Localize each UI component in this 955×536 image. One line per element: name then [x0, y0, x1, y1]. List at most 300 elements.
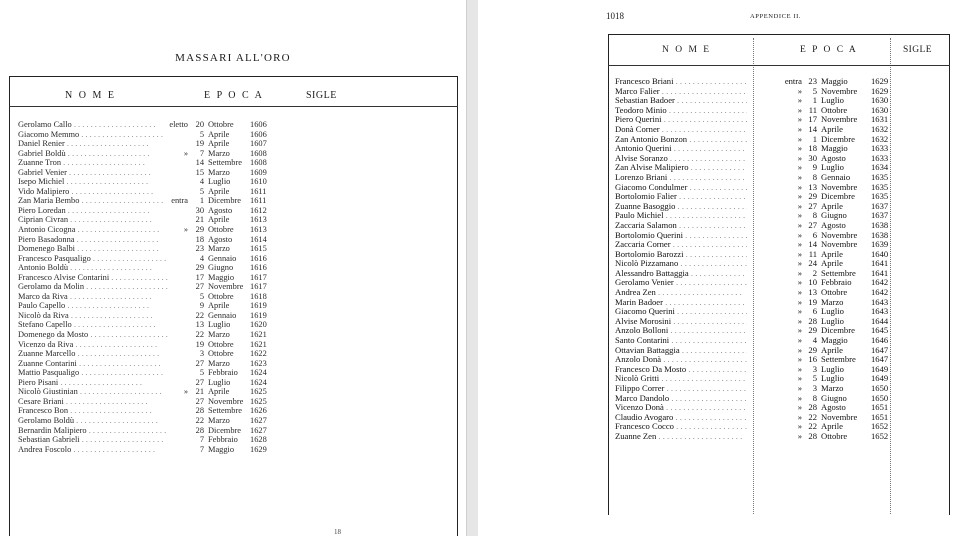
- row-year: 1652: [871, 421, 889, 432]
- row-day: 3: [812, 383, 817, 393]
- row-name: Andrea Foscolo . . .: [18, 445, 168, 455]
- row-prefix: »: [183, 387, 188, 397]
- row-day: 7: [199, 148, 204, 158]
- row-day: 21: [195, 215, 204, 225]
- row-month: Aprile: [208, 215, 230, 225]
- row-name: Sebastian Gabrieli . . .: [18, 435, 168, 445]
- row-name: Zuanne Zen . . .: [615, 432, 747, 442]
- table-row: [0, 130, 466, 140]
- row-month: Aprile: [821, 421, 843, 432]
- row-month: Gennaio: [208, 253, 237, 263]
- row-name: Marco Falier . . .: [615, 87, 747, 97]
- row-month: Maggio: [821, 76, 848, 86]
- row-year: 1629: [871, 76, 889, 86]
- page-number: 18: [334, 528, 341, 536]
- row-name: Isepo Michiel . . .: [18, 177, 168, 187]
- table-body: [0, 120, 466, 454]
- row-year: 1621: [250, 330, 267, 340]
- table-row: [0, 149, 466, 159]
- row-prefix: »: [797, 143, 802, 154]
- row-prefix: »: [797, 219, 802, 230]
- row-day: 30: [808, 152, 817, 163]
- row-day: 5: [812, 85, 817, 96]
- row-year: 1613: [250, 215, 267, 225]
- row-year: 1633: [871, 143, 889, 154]
- row-day: 6: [812, 229, 817, 240]
- row-month: Luglio: [821, 315, 844, 326]
- row-day: 2: [812, 267, 817, 278]
- row-month: Febbraio: [821, 277, 852, 288]
- row-day: 22: [808, 411, 817, 422]
- row-month: Giugno: [821, 392, 847, 403]
- row-prefix: »: [797, 181, 802, 192]
- row-day: 11: [808, 248, 817, 259]
- row-month: Luglio: [208, 320, 231, 330]
- row-name: Donà Corner . . .: [615, 125, 747, 135]
- row-day: 22: [195, 310, 204, 320]
- row-name: Domenego da Mosto . . .: [18, 330, 168, 340]
- row-name: Piero Querini . . .: [615, 115, 747, 125]
- row-year: 1634: [871, 162, 889, 173]
- table-row: [0, 359, 466, 369]
- row-month: Luglio: [821, 363, 844, 374]
- row-month: Settembre: [821, 267, 856, 278]
- row-month: Marzo: [208, 358, 230, 368]
- table-row: [0, 139, 466, 149]
- row-name: Santo Contarini . . .: [615, 336, 747, 346]
- row-day: 28: [808, 430, 817, 441]
- row-prefix: »: [797, 191, 802, 202]
- table-row: [0, 120, 466, 130]
- row-year: 1632: [871, 133, 889, 144]
- row-month: Agosto: [208, 234, 233, 244]
- row-name: Nicolò Gritti . . .: [615, 374, 747, 384]
- row-year: 1639: [871, 239, 889, 250]
- row-name: Cesare Briani . . .: [18, 397, 168, 407]
- row-year: 1629: [250, 444, 267, 454]
- row-name: Ottavian Battaggia . . .: [615, 346, 747, 356]
- row-name: Zuanne Basoggio . . .: [615, 202, 747, 212]
- row-prefix: »: [797, 171, 802, 182]
- row-name: Piero Basadonna . . .: [18, 235, 168, 245]
- row-day: 21: [195, 387, 204, 397]
- table-row: [0, 235, 466, 245]
- row-year: 1649: [871, 373, 889, 384]
- row-month: Agosto: [821, 219, 846, 230]
- row-year: 1625: [250, 387, 267, 397]
- table-row: [0, 445, 466, 455]
- row-year: 1613: [250, 225, 267, 235]
- row-day: 13: [195, 320, 204, 330]
- row-month: Maggio: [821, 335, 848, 346]
- row-month: Maggio: [821, 143, 848, 154]
- row-year: 1615: [250, 244, 267, 254]
- row-year: 1638: [871, 229, 889, 240]
- row-year: 1609: [250, 167, 267, 177]
- row-name: Giacomo Condulmer . . .: [615, 183, 747, 193]
- row-month: Dicembre: [821, 325, 855, 336]
- row-year: 1645: [871, 325, 889, 336]
- row-day: 8: [812, 171, 817, 182]
- row-month: Luglio: [821, 306, 844, 317]
- table-row: [0, 435, 466, 445]
- row-month: Aprile: [208, 387, 230, 397]
- row-day: 22: [195, 415, 204, 425]
- row-day: 20: [195, 120, 204, 129]
- row-prefix: »: [797, 430, 802, 441]
- row-day: 28: [808, 315, 817, 326]
- row-month: Novembre: [821, 181, 858, 192]
- row-prefix: »: [797, 335, 802, 346]
- row-year: 1627: [250, 425, 267, 435]
- row-month: Novembre: [821, 85, 858, 96]
- row-name: Gabriel Boldù . . .: [18, 149, 168, 159]
- row-prefix: »: [797, 162, 802, 173]
- table-row: [0, 244, 466, 254]
- table-row: [0, 320, 466, 330]
- row-day: 28: [195, 406, 204, 416]
- row-name: Giacomo Querini . . .: [615, 307, 747, 317]
- row-prefix: »: [797, 411, 802, 422]
- row-prefix: »: [797, 392, 802, 403]
- row-year: 1622: [250, 349, 267, 359]
- row-day: 14: [808, 123, 817, 134]
- row-year: 1631: [871, 114, 889, 125]
- row-prefix: »: [183, 148, 188, 158]
- row-year: 1642: [871, 287, 889, 298]
- row-name: Vido Malipiero . . .: [18, 187, 168, 197]
- table-row: [0, 254, 466, 264]
- table-row: [0, 387, 466, 397]
- table-row: [0, 187, 466, 197]
- row-name: Gerolamo da Molin . . .: [18, 282, 168, 292]
- row-name: Ciprian Civran . . .: [18, 215, 168, 225]
- row-year: 1646: [871, 335, 889, 346]
- row-name: Francesco Briani . . .: [615, 77, 747, 87]
- row-prefix: »: [797, 133, 802, 144]
- row-month: Aprile: [821, 344, 843, 355]
- row-name: Zan Antonio Bonzon . . .: [615, 135, 747, 145]
- row-year: 1606: [250, 120, 267, 129]
- row-prefix: »: [797, 267, 802, 278]
- table-row: [0, 282, 466, 292]
- row-month: Dicembre: [208, 425, 242, 435]
- row-name: Gerolamo Venier . . .: [615, 278, 747, 288]
- row-year: 1617: [250, 272, 267, 282]
- row-day: 19: [195, 339, 204, 349]
- row-year: 1625: [250, 396, 267, 406]
- row-prefix: »: [797, 315, 802, 326]
- row-day: 13: [808, 287, 817, 298]
- row-name: Stefano Capello . . .: [18, 320, 168, 330]
- row-day: 11: [808, 104, 817, 115]
- row-day: 30: [195, 205, 204, 215]
- row-day: 29: [808, 325, 817, 336]
- row-month: Aprile: [821, 123, 843, 134]
- row-day: 24: [808, 258, 817, 269]
- row-name: Antonio Boldù . . .: [18, 263, 168, 273]
- row-day: 4: [199, 177, 204, 187]
- row-year: 1618: [250, 291, 267, 301]
- row-month: Agosto: [208, 205, 233, 215]
- row-year: 1627: [250, 415, 267, 425]
- row-month: Maggio: [208, 444, 235, 454]
- row-day: 19: [808, 296, 817, 307]
- row-day: 14: [195, 158, 204, 168]
- row-month: Aprile: [208, 186, 230, 196]
- row-year: 1616: [250, 253, 267, 263]
- table-row: [0, 215, 466, 225]
- row-month: Agosto: [821, 152, 846, 163]
- row-year: 1637: [871, 210, 889, 221]
- table-row: [0, 225, 466, 235]
- row-name: Zaccaria Salamon . . .: [615, 221, 747, 231]
- row-name: Zan Alvise Malipiero . . .: [615, 163, 747, 173]
- row-month: Ottobre: [208, 339, 234, 349]
- row-year: 1621: [250, 339, 267, 349]
- row-month: Novembre: [821, 229, 858, 240]
- row-name: Filippo Correr . . .: [615, 384, 747, 394]
- row-year: 1644: [871, 315, 889, 326]
- row-name: Vicenzo Donà . . .: [615, 403, 747, 413]
- row-month: Novembre: [821, 411, 858, 422]
- row-name: Paulo Michiel . . .: [615, 211, 747, 221]
- row-month: Giugno: [208, 263, 234, 273]
- row-month: Marzo: [208, 244, 230, 254]
- row-year: 1635: [871, 191, 889, 202]
- table-row: [0, 330, 466, 340]
- row-prefix: »: [797, 210, 802, 221]
- row-name: Bortolomio Barozzi . . .: [615, 250, 747, 260]
- row-year: 1630: [871, 95, 889, 106]
- row-day: 7: [199, 435, 204, 445]
- row-name: Nicolò da Riva . . .: [18, 311, 168, 321]
- right-page: [478, 0, 955, 536]
- row-day: 9: [812, 162, 817, 173]
- row-name: Anzolo Donà . . .: [615, 355, 747, 365]
- row-name: Nicolò Giustinian . . .: [18, 387, 168, 397]
- table-row: [0, 406, 466, 416]
- row-prefix: »: [797, 85, 802, 96]
- row-prefix: »: [797, 277, 802, 288]
- row-month: Novembre: [821, 114, 858, 125]
- row-name: Francesco Alvise Contarini . . .: [18, 273, 168, 283]
- row-year: 1624: [250, 368, 267, 378]
- row-name: Alessandro Battaggia . . .: [615, 269, 747, 279]
- row-day: 29: [808, 191, 817, 202]
- row-year: 1620: [250, 320, 267, 330]
- row-prefix: »: [797, 402, 802, 413]
- row-name: Piero Pisani . . .: [18, 378, 168, 388]
- row-name: Andrea Zen . . .: [615, 288, 747, 298]
- row-day: 3: [199, 349, 204, 359]
- row-name: Alvise Soranzo . . .: [615, 154, 747, 164]
- row-month: Marzo: [821, 296, 844, 307]
- row-day: 13: [808, 181, 817, 192]
- row-month: Luglio: [821, 373, 844, 384]
- row-day: 28: [195, 425, 204, 435]
- row-name: Nicolò Pizzamano . . .: [615, 259, 747, 269]
- row-month: Luglio: [208, 377, 231, 387]
- row-name: Bernardin Malipiero . . .: [18, 426, 168, 436]
- row-year: 1650: [871, 392, 889, 403]
- row-year: 1630: [871, 104, 889, 115]
- row-prefix: »: [797, 325, 802, 336]
- row-month: Novembre: [821, 239, 858, 250]
- row-month: Marzo: [208, 167, 230, 177]
- row-name: Gerolamo Callo . . .: [18, 120, 168, 130]
- row-year: 1606: [250, 129, 267, 139]
- row-month: Marzo: [208, 148, 230, 158]
- row-prefix: »: [797, 229, 802, 240]
- row-name: Gabriel Venier . . .: [18, 168, 168, 178]
- row-month: Novembre: [208, 396, 244, 406]
- row-day: 27: [195, 282, 204, 292]
- header-sigle: SIGLE: [903, 45, 932, 55]
- row-day: 4: [812, 335, 817, 346]
- row-month: Novembre: [208, 282, 244, 292]
- row-day: 19: [195, 139, 204, 149]
- row-year: 1650: [871, 383, 889, 393]
- row-month: Ottobre: [821, 287, 848, 298]
- row-prefix: »: [797, 95, 802, 106]
- row-month: Luglio: [821, 162, 844, 173]
- row-name: Daniel Renier . . .: [18, 139, 168, 149]
- row-name: Zaccaria Corner . . .: [615, 240, 747, 250]
- row-month: Febbraio: [208, 368, 238, 378]
- row-name: Gerolamo Boldù . . .: [18, 416, 168, 426]
- page-title: MASSARI ALL'ORO: [175, 52, 291, 64]
- row-name: Vicenzo da Riva . . .: [18, 340, 168, 350]
- left-page: [0, 0, 466, 536]
- row-day: 27: [808, 200, 817, 211]
- row-month: Gennaio: [821, 171, 851, 182]
- row-month: Ottobre: [821, 104, 848, 115]
- table-row: [0, 273, 466, 283]
- table-row: [0, 340, 466, 350]
- row-month: Marzo: [208, 330, 230, 340]
- row-day: 1: [812, 95, 817, 106]
- row-day: 29: [808, 344, 817, 355]
- row-day: 6: [812, 306, 817, 317]
- table-row: [0, 301, 466, 311]
- row-month: Ottobre: [821, 430, 848, 441]
- row-year: 1652: [871, 430, 889, 441]
- row-prefix: »: [797, 104, 802, 115]
- row-prefix: »: [797, 363, 802, 374]
- row-day: 27: [195, 358, 204, 368]
- row-year: 1611: [250, 186, 267, 196]
- row-day: 5: [199, 186, 204, 196]
- row-name: Teodoro Minio . . .: [615, 106, 747, 116]
- row-month: Aprile: [821, 200, 843, 211]
- row-prefix: »: [797, 123, 802, 134]
- row-day: 5: [199, 291, 204, 301]
- row-year: 1642: [871, 277, 889, 288]
- row-year: 1641: [871, 258, 889, 269]
- table-row: [0, 177, 466, 187]
- row-month: Aprile: [208, 139, 230, 149]
- row-name: Zuanne Tron . . .: [18, 158, 168, 168]
- row-month: Luglio: [821, 95, 844, 106]
- row-year: 1637: [871, 200, 889, 211]
- row-month: Aprile: [821, 248, 843, 259]
- row-year: 1623: [250, 358, 267, 368]
- row-name: Francesco Cocco . . .: [615, 422, 747, 432]
- row-month: Settembre: [821, 354, 856, 365]
- row-month: Aprile: [208, 129, 230, 139]
- row-name: Piero Loredan . . .: [18, 206, 168, 216]
- row-prefix: »: [797, 306, 802, 317]
- row-year: 1647: [871, 344, 889, 355]
- running-head: APPENDICE II.: [750, 13, 802, 20]
- row-name: Marin Badoer . . .: [615, 298, 747, 308]
- row-name: Anzolo Bolloni . . .: [615, 326, 747, 336]
- row-prefix: »: [797, 344, 802, 355]
- row-month: Febbraio: [208, 435, 238, 445]
- table-row: [0, 349, 466, 359]
- row-prefix: »: [797, 287, 802, 298]
- row-name: Domenego Balbi . . .: [18, 244, 168, 254]
- row-name: Mattio Pasqualigo . . .: [18, 368, 168, 378]
- row-month: Gennaio: [208, 310, 237, 320]
- row-day: 23: [808, 76, 817, 86]
- row-month: Ottobre: [208, 291, 234, 301]
- row-year: 1629: [871, 85, 889, 96]
- row-name: Bortolomio Falier . . .: [615, 192, 747, 202]
- row-year: 1616: [250, 263, 267, 273]
- row-name: Alvise Morosini . . .: [615, 317, 747, 327]
- row-year: 1614: [250, 234, 267, 244]
- row-month: Dicembre: [821, 191, 855, 202]
- row-name: Antonio Cicogna . . .: [18, 225, 168, 235]
- row-day: 14: [808, 239, 817, 250]
- row-year: 1643: [871, 296, 889, 307]
- row-prefix: »: [797, 239, 802, 250]
- row-name: Zan Maria Bembo . . .: [18, 196, 168, 206]
- row-year: 1643: [871, 306, 889, 317]
- row-name: Francesco Bon . . .: [18, 406, 168, 416]
- row-year: 1632: [871, 123, 889, 134]
- row-prefix: »: [797, 383, 802, 393]
- header-rule: [9, 106, 458, 107]
- row-month: Aprile: [208, 301, 230, 311]
- header-name: N O M E: [662, 45, 712, 55]
- row-day: 22: [195, 330, 204, 340]
- row-month: Settembre: [208, 158, 242, 168]
- table-row: [0, 378, 466, 388]
- table-row: [0, 168, 466, 178]
- row-name: Giacomo Memmo . . .: [18, 130, 168, 140]
- row-day: 18: [808, 143, 817, 154]
- row-month: Maggio: [208, 272, 235, 282]
- row-day: 17: [808, 114, 817, 125]
- row-day: 1: [199, 196, 204, 206]
- row-year: 1638: [871, 219, 889, 230]
- row-day: 3: [812, 363, 817, 374]
- row-year: 1649: [871, 363, 889, 374]
- row-day: 9: [199, 301, 204, 311]
- row-day: 27: [195, 377, 204, 387]
- row-year: 1641: [871, 267, 889, 278]
- row-month: Settembre: [208, 406, 242, 416]
- row-name: Marco Dandolo . . .: [615, 394, 747, 404]
- row-day: 4: [199, 253, 204, 263]
- row-day: 5: [812, 373, 817, 384]
- row-day: 8: [812, 392, 817, 403]
- row-month: Giugno: [821, 210, 847, 221]
- header-rule: [608, 65, 950, 66]
